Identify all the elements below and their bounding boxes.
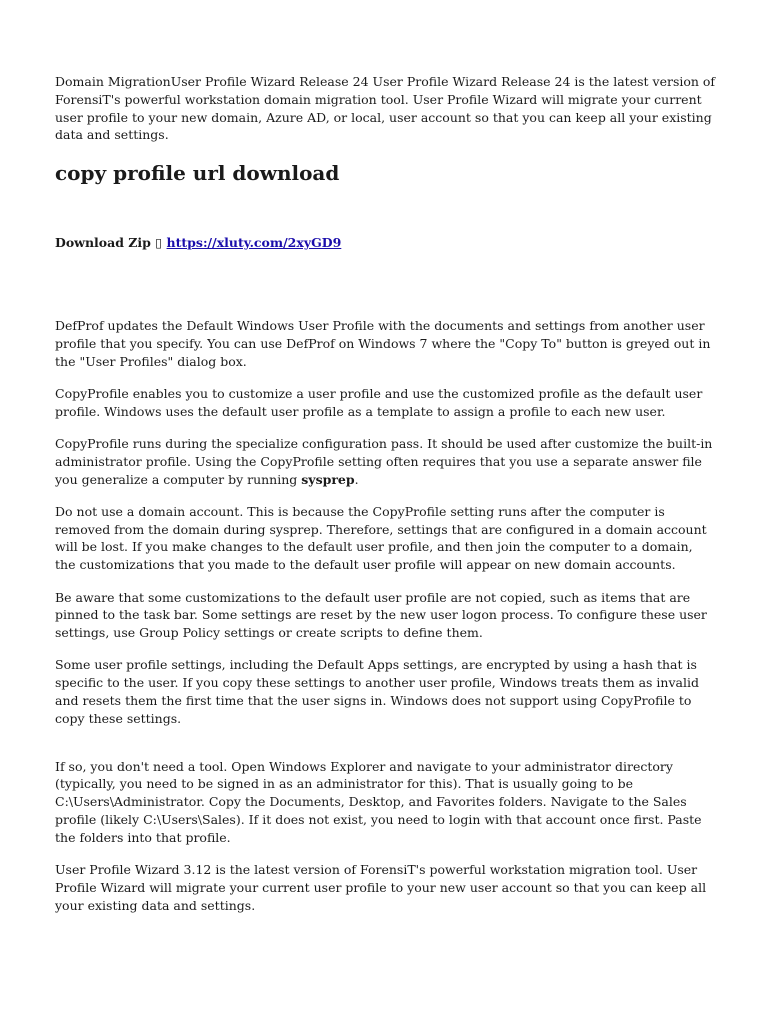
box-icon: ▯: [155, 235, 163, 250]
paragraph-customizations: Be aware that some customizations to the default user profile are not copied, such as items that are pinned to the task bar. Some settings are reset by the new user logon process. To configure these user settings, use Group Policy settings or create scripts to define them.: [55, 589, 707, 641]
paragraph-specialize-pass: [55, 435, 717, 488]
specialize-period: .: [354, 471, 359, 487]
intro-paragraph: Domain MigrationUser Profile Wizard Release 24 User Profile Wizard Release 24 is the latest version of ForensiT's powerful workstation domain migration tool. User Profile Wizard will migrate your current user profile to your new domain, Azure AD, or local, user account so that you can keep all your existing data and settings.: [55, 74, 716, 143]
paragraph-copyprofile-intro: CopyProfile enables you to customize a user profile and use the customized profile as the default user profile. Windows uses the default user profile as a template to assign a profile to each new user.: [55, 385, 703, 419]
paragraph-domain-account: Do not use a domain account. This is because the CopyProfile setting runs after the computer is removed from the domain during sysprep. Therefore, settings that are configured in a domain account will be lost. If you make changes to the default user profile, and then join the computer to a domain, the customizations that you made to the default user profile will appear on new domain accounts.: [55, 503, 707, 573]
paragraph-defprof: DefProf updates the Default Windows User Profile with the documents and settings from another user profile that you specify. You can use DefProf on Windows 7 where the "Copy To" button is greyed out in the "User Profiles" dialog box.: [55, 318, 711, 369]
paragraph-manual-copy: If so, you don't need a tool. Open Windows Explorer and navigate to your administrator directory (typically, you need to be signed in as an administrator for this). That is usually going to be C:\Users\Administrator. Copy the Documents, Desktop, and Favorites folders. Navigate to the Sales profile (likely C:\Users\Sales). If it does not exist, you need to login with that account once first. Paste the folders into that profile.: [55, 758, 702, 845]
page-title: copy profile url download: [55, 161, 340, 185]
download-line: [55, 234, 341, 252]
sysprep-term: sysprep: [301, 471, 355, 487]
download-label: Download Zip: [55, 235, 151, 250]
paragraph-encrypted-settings: Some user profile settings, including the Default Apps settings, are encrypted by using a hash that is specific to the user. If you copy these settings to another user profile, Windows treats them as invalid and resets them the first time that the user signs in. Windows does not support using CopyProfile to copy these settings.: [55, 657, 699, 726]
download-link[interactable]: https://xluty.com/2xyGD9: [166, 235, 342, 250]
paragraph-wizard-version: User Profile Wizard 3.12 is the latest version of ForensiT's powerful workstation migration tool. User Profile Wizard will migrate your current user profile to your new user account so that you can keep all your existing data and settings.: [55, 862, 707, 913]
intro-block: [55, 73, 717, 144]
article-body: [55, 317, 717, 929]
specialize-text: CopyProfile runs during the specialize configuration pass. It should be used after customize the built-in administrator profile. Using the CopyProfile setting often requires that you use a separate answer file you generalize a computer by running: [55, 435, 713, 487]
